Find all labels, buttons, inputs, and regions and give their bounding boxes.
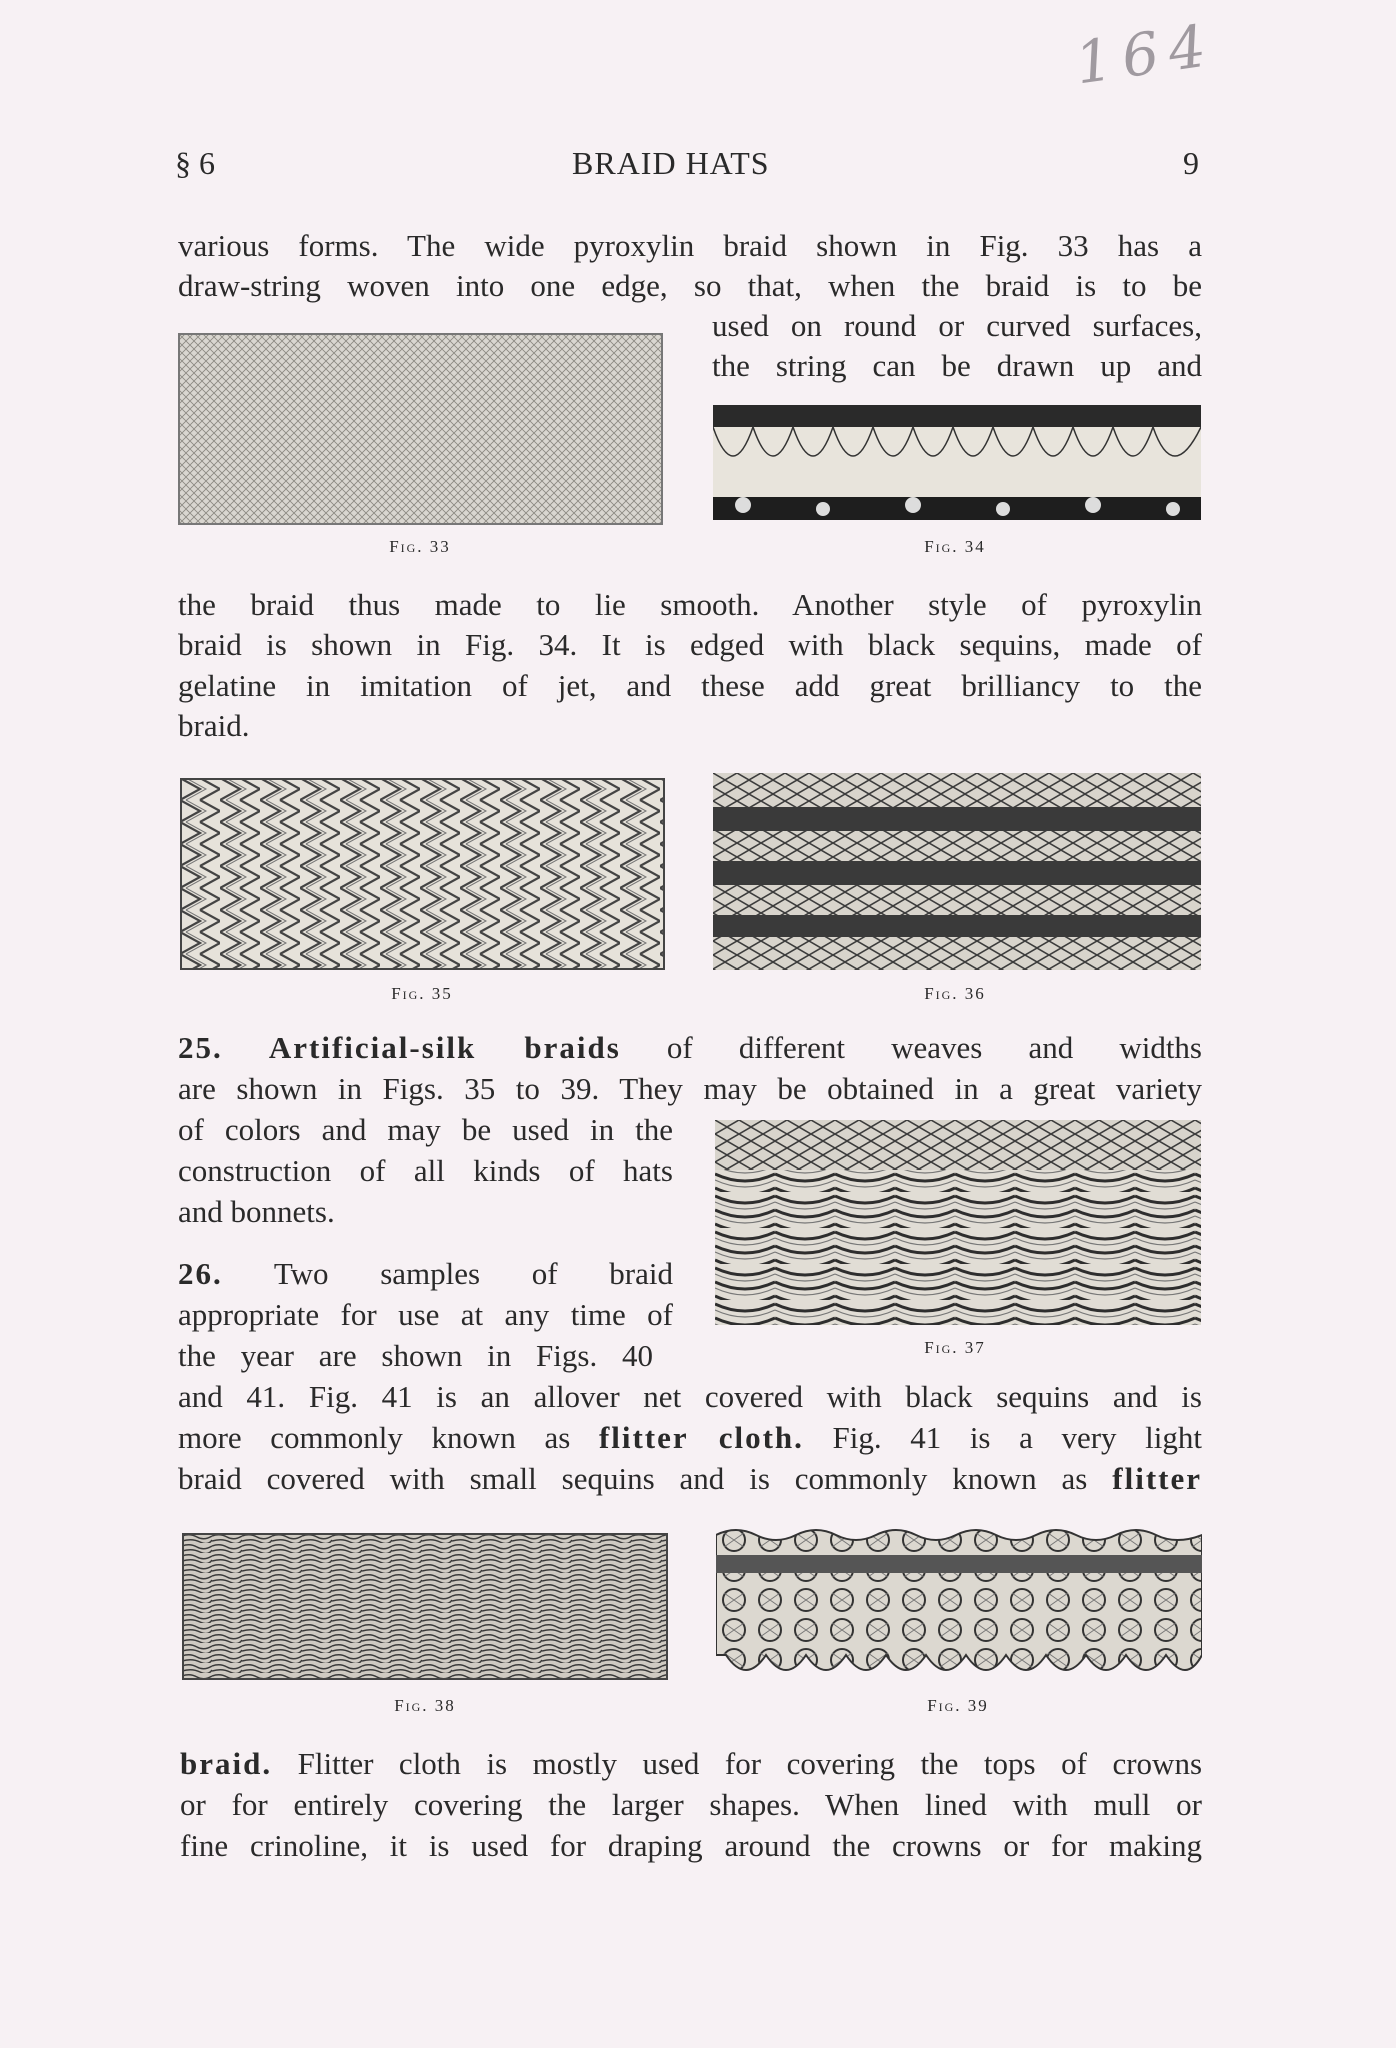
text-line: are shown in Figs. 35 to 39. They may be obtained in a great variety [178, 1071, 1202, 1106]
figure-34-image [713, 405, 1201, 520]
figure-38-image [182, 1533, 668, 1680]
text-line: construction of all kinds of hats [178, 1153, 673, 1188]
text-line [180, 1744, 1202, 1784]
figure-33-caption: Fig. 33 [389, 537, 451, 556]
term-artificial-silk-braids: Artificial-silk braids [268, 1030, 621, 1065]
handwritten-note: 164 [1070, 10, 1220, 98]
figure-36-image [713, 773, 1201, 970]
figure-33-image [178, 333, 663, 525]
text-line: braid. [178, 708, 250, 743]
text-line: gelatine in imitation of jet, and these add great brilliancy to the [178, 668, 1202, 703]
text-line: or for entirely covering the larger shapes. When lined with mull or [180, 1787, 1202, 1822]
page-title: BRAID HATS [572, 145, 770, 181]
figure-36-caption: Fig. 36 [924, 984, 986, 1003]
section-number-26: 26. [178, 1256, 223, 1291]
text-line: and bonnets. [178, 1194, 335, 1229]
text-line [178, 1254, 673, 1294]
text-fragment: Flitter cloth is mostly used for covering the tops of crowns [297, 1746, 1203, 1781]
text-fragment: Two samples of braid [273, 1256, 673, 1291]
term-flitter-cloth: flitter cloth. [598, 1420, 804, 1455]
text-fragment: of different weaves and widths [666, 1030, 1202, 1065]
page-number: 9 [1183, 145, 1199, 181]
figure-37-image [715, 1120, 1201, 1325]
text-fragment: Fig. 41 is a very light [832, 1420, 1202, 1455]
figure-35-caption: Fig. 35 [391, 984, 453, 1003]
text-line: appropriate for use at any time of [178, 1297, 673, 1332]
figure-35-image [180, 778, 665, 970]
text-line: of colors and may be used in the [178, 1112, 673, 1147]
text-line: the year are shown in Figs. 40 [178, 1338, 653, 1373]
section-number-25: 25. [178, 1030, 223, 1065]
figure-39-caption: Fig. 39 [927, 1696, 989, 1715]
term-flitter: flitter [1112, 1461, 1202, 1496]
figure-38-caption: Fig. 38 [394, 1696, 456, 1715]
term-braid: braid. [180, 1746, 273, 1781]
text-line [178, 1028, 1202, 1068]
text-line [178, 1459, 1202, 1499]
text-line: the braid thus made to lie smooth. Another style of pyroxylin [178, 587, 1202, 622]
text-fragment: more commonly known as [178, 1420, 571, 1455]
text-line: various forms. The wide pyroxylin braid shown in Fig. 33 has a [178, 228, 1202, 263]
text-line [178, 1418, 1202, 1458]
figure-37-caption: Fig. 37 [924, 1338, 986, 1357]
text-line: used on round or curved surfaces, [712, 308, 1202, 343]
text-line: braid is shown in Fig. 34. It is edged with black sequins, made of [178, 627, 1202, 662]
text-line: fine crinoline, it is used for draping around the crowns or for making [180, 1828, 1202, 1863]
text-line: and 41. Fig. 41 is an allover net covered with black sequins and is [178, 1379, 1202, 1414]
text-line: the string can be drawn up and [712, 348, 1202, 383]
text-fragment: braid covered with small sequins and is commonly known as [178, 1461, 1088, 1496]
figure-39-image [716, 1525, 1202, 1685]
figure-34-caption: Fig. 34 [924, 537, 986, 556]
text-line: draw-string woven into one edge, so that, when the braid is to be [178, 268, 1202, 303]
section-marker: § 6 [175, 145, 215, 181]
